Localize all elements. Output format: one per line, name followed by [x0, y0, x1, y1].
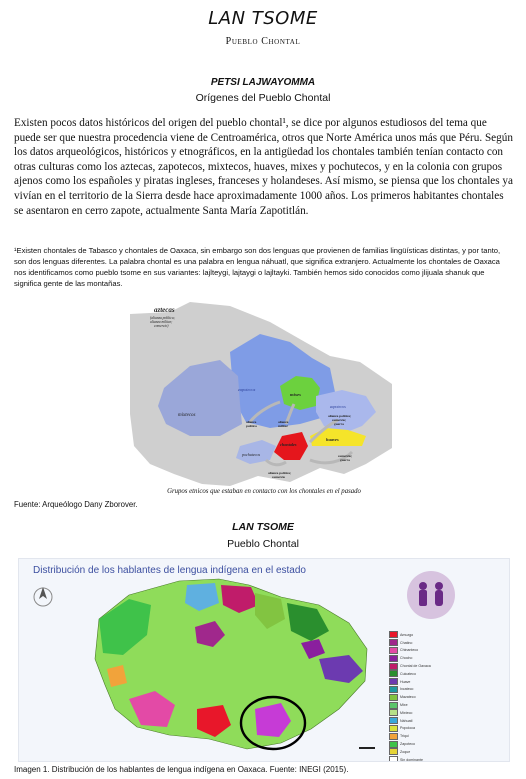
legend-item [389, 725, 453, 733]
legend-label: Sin dominante [400, 757, 423, 762]
legend-label: Amuzgo [400, 632, 414, 637]
legend-item [389, 678, 453, 686]
legend-swatch [389, 748, 398, 755]
legend-swatch [389, 741, 398, 748]
ethnic-groups-map [130, 296, 398, 496]
legend-swatch [389, 686, 398, 693]
label-alianza-politica-2: política [246, 424, 257, 428]
north-arrow-icon [34, 587, 52, 606]
legend-label: Zoque [400, 749, 411, 754]
label-mixes: mixes [290, 392, 301, 397]
legend-label: Cuicateco [400, 671, 416, 676]
legend-swatch [389, 670, 398, 677]
legend-item [389, 662, 453, 670]
label-aztecas-note3: comercio) [154, 324, 169, 328]
legend-swatch [389, 702, 398, 709]
legend-label: Huave [400, 679, 411, 684]
label-aztecas-note1: (alianza política; [150, 316, 175, 320]
legend-item [389, 748, 453, 756]
footnote: ¹Existen chontales de Tabasco y chontales de Oaxaca, sin embargo son dos lenguas que provienen de familias lingüísticas distintas, y por tanto, son dos lenguas diferentes. La palabra chontal es una palabra en lengua náhuatl, que significa extranjero. Actualmente los chontales de Oaxaca nos identificamos como pueblo tsome en sus variantes: lajlteygi, lajtaygi o lajltayki. También hemos sido conocidos como jlijuala shanuk que significa gente de las montañas. [14, 246, 501, 288]
legend-label: Chocho [400, 656, 413, 661]
legend-label: Popoloca [400, 726, 415, 731]
legend-label: Ixcateco [400, 687, 414, 692]
legend-label: Mixteco [400, 710, 413, 715]
legend-swatch [389, 647, 398, 654]
map2-caption: Imagen 1. Distribución de los hablantes de lengua indígena en Oaxaca. Fuente: INEGI (2015). [14, 765, 349, 774]
legend-item [389, 686, 453, 694]
legend-item [389, 631, 453, 639]
legend-item [389, 701, 453, 709]
label-comercio-2: guerra [340, 458, 350, 462]
history-paragraph: Existen pocos datos históricos del origen del pueblo chontal¹, se dice por algunos estudiosos del tema que puede ser que nuestra procedencia viene de Centroamérica, otros que Norte América unos más que Péru. Según los datos arqueológicos, históricos y etnográficos, en la antigüedad los chontales también tenían contacto con otras culturas como los aztecas, zapotecos, mixtecos, huaves, mixes y pochutecos, y en la colonia con grupos ajenos como los españoles y piratas ingleses, franceses y holandeses. Así mismo, se piensa que los chontales ya vivían en el territorio de la Sierra desde hace aproximadamente 1000 años. Los primeros habitantes chontales se asentaron en cerro zapote, actualmente Santa María Zapotitlán. [14, 117, 513, 217]
legend-swatch [389, 709, 398, 716]
legend-swatch [389, 756, 398, 762]
legend-item [389, 693, 453, 701]
legend-swatch [389, 694, 398, 701]
legend-item [389, 709, 453, 717]
legend-item [389, 732, 453, 740]
legend-item [389, 639, 453, 647]
label-zapotecos-istmo: zapotecos [330, 404, 346, 409]
legend-label: Chinanteco [400, 648, 419, 653]
legend-item [389, 647, 453, 655]
label-comercio-1: comercio; [338, 454, 353, 458]
document-subtitle: Pueblo Chontal [225, 36, 301, 47]
legend-swatch [389, 631, 398, 638]
legend-label: Chontal de Oaxaca [400, 664, 431, 669]
label-aztecas-note2: alianza militar; [150, 320, 173, 324]
section-subheading: Orígenes del Pueblo Chontal [195, 92, 331, 104]
map2-scale-bar [359, 747, 375, 749]
label-pochutecos: pochutecos [242, 452, 260, 457]
legend-item [389, 654, 453, 662]
language-distribution-map [18, 558, 510, 762]
label-alianza-comercio-2: comercio; [332, 418, 347, 422]
label-alianza-comercio-1: alianza política; [328, 414, 352, 418]
legend-label: Triqui [400, 734, 409, 739]
legend-label: Mixe [400, 703, 408, 708]
map2-legend [389, 631, 453, 762]
label-alianza-comercio-3: guerra [334, 422, 344, 426]
label-aztecas: aztecas [154, 306, 175, 314]
map2-title: Distribución de los hablantes de lengua indígena en el estado [33, 565, 306, 576]
legend-swatch [389, 678, 398, 685]
legend-label: Chatino [400, 640, 413, 645]
legend-swatch [389, 655, 398, 662]
legend-item [389, 740, 453, 748]
legend-label: Zapoteco [400, 742, 415, 747]
section2-heading: LAN TSOME [232, 521, 294, 533]
label-mixtecos: mixtecos [178, 413, 196, 418]
label-alianza-militar-2: militar [278, 424, 288, 428]
map1-caption: Grupos etnicos que estaban en contacto con los chontales en el pasado [167, 488, 361, 495]
label-alianza-pochutecos-2: comercio [272, 475, 286, 479]
section2-subheading: Pueblo Chontal [227, 538, 299, 550]
label-alianza-pochutecos-1: alianza política; [268, 471, 292, 475]
legend-item [389, 756, 453, 762]
map1-source: Fuente: Arqueólogo Dany Zborover. [14, 500, 138, 509]
legend-item [389, 670, 453, 678]
section-heading: PETSI LAJWAYOMMA [210, 77, 316, 88]
legend-swatch [389, 639, 398, 646]
legend-swatch [389, 717, 398, 724]
label-alianza-militar-1: alianza [278, 420, 289, 424]
legend-item [389, 717, 453, 725]
legend-label: Náhuatl [400, 718, 413, 723]
indigenous-couple-icon [407, 571, 455, 619]
label-huaves: huaves [326, 437, 339, 442]
legend-swatch [389, 725, 398, 732]
legend-swatch [389, 733, 398, 740]
document-title: LAN TSOME [208, 8, 318, 29]
label-chontales: chontales [280, 442, 297, 447]
label-zapotecos: zapotecos [238, 387, 256, 392]
legend-swatch [389, 663, 398, 670]
legend-label: Mazateco [400, 695, 416, 700]
label-alianza-politica-1: alianza [246, 420, 257, 424]
